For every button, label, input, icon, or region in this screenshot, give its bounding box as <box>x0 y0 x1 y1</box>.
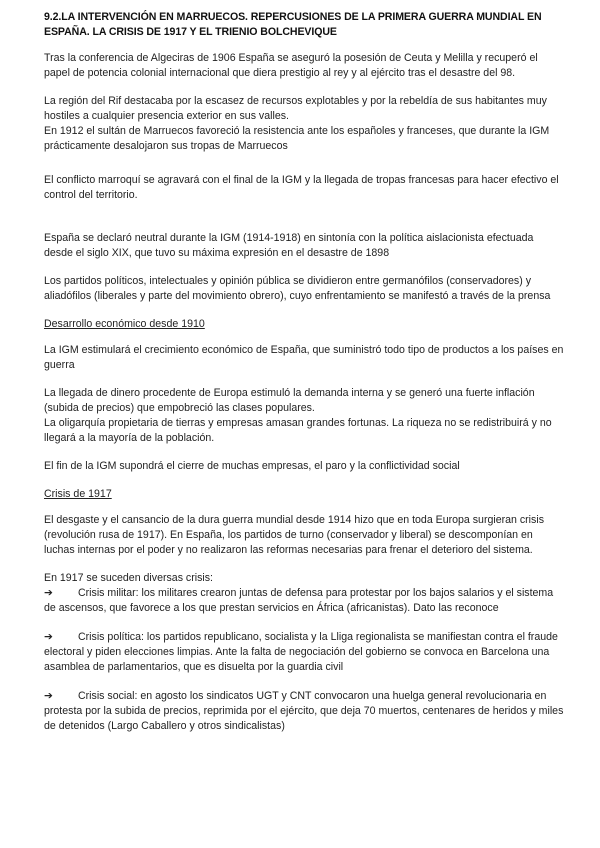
section-heading-crisis: Crisis de 1917 <box>44 488 112 500</box>
paragraph-inflacion: La llegada de dinero procedente de Europa estimuló la demanda interna y se generó una fuerte inflación (subida de precios) que empobreció las clases populares. <box>44 387 535 414</box>
paragraph-rif: La región del Rif destacaba por la escasez de recursos explotables y por la rebeldía de sus habitantes muy hostiles a cualquier presencia exterior en sus valles. <box>44 95 547 122</box>
list-item-crisis-militar <box>44 586 564 616</box>
document-title: 9.2.LA INTERVENCIÓN EN MARRUECOS. REPERCUSIONES DE LA PRIMERA GUERRA MUNDIAL EN ESPAÑA. LA CRISIS DE 1917 Y EL TRIENIO BOLCHEVIQUE <box>44 11 542 38</box>
paragraph-sultan: En 1912 el sultán de Marruecos favoreció la resistencia ante los españoles y franceses, que durante la IGM prácticamente desalojaron sus tropas de Marruecos <box>44 125 550 152</box>
paragraph-neutralidad: España se declaró neutral durante la IGM (1914-1918) en sintonía con la política aislacionista efectuada desde el siglo XIX, que tuvo su máxima expresión en el desastre de 1898 <box>44 232 534 259</box>
paragraph-fin-igm: El fin de la IGM supondrá el cierre de muchas empresas, el paro y la conflictividad social <box>44 460 460 472</box>
document-page <box>44 10 564 748</box>
paragraph-partidos: Los partidos políticos, intelectuales y opinión pública se dividieron entre germanófilos (conservadores) y aliadófilos (liberales y parte del movimiento obrero), cuyo enfrentamiento se manifestó a través de la prensa <box>44 275 551 302</box>
paragraph-crecimiento: La IGM estimulará el crecimiento económico de España, que suministró todo tipo de productos a los países en guerra <box>44 344 564 371</box>
section-heading-desarrollo: Desarrollo económico desde 1910 <box>44 318 205 330</box>
arrow-icon: ➔ <box>44 690 53 702</box>
list-item-text: Crisis social: en agosto los sindicatos UGT y CNT convocaron una huelga general revolucionaria en protesta por la subida de precios, reprimida por el ejército, que deja 70 muertos, centenares de heridos y miles de detenidos (Largo Caballero y otros sindicalistas) <box>44 690 564 732</box>
arrow-icon: ➔ <box>44 587 53 599</box>
list-item-crisis-politica <box>44 630 564 675</box>
paragraph-conflicto: El conflicto marroquí se agravará con el final de la IGM y la llegada de tropas francesas para hacer efectivo el control del territorio. <box>44 174 559 201</box>
paragraph-desgaste: El desgaste y el cansancio de la dura guerra mundial desde 1914 hizo que en toda Europa surgieran crisis (revolución rusa de 1917). En España, los partidos de turno (conservador y liberal) se descomponían en luchas internas por el poder y no realizaron las reformas necesarias para frenar el deterioro del sistema. <box>44 514 544 556</box>
arrow-icon: ➔ <box>44 631 53 643</box>
list-item-text: Crisis política: los partidos republicano, socialista y la Lliga regionalista se manifiestan contra el fraude electoral y piden elecciones limpias. Ante la falta de negociación del gobierno se convoca en Barcelona una asamblea de parlamentarios, que es disuelta por la guardia civil <box>44 631 558 673</box>
paragraph-oligarquia: La oligarquía propietaria de tierras y empresas amasan grandes fortunas. La riqueza no se redistribuirá y no llegará a la mayoría de la población. <box>44 417 552 444</box>
list-item-crisis-social <box>44 689 564 734</box>
paragraph-suceden: En 1917 se suceden diversas crisis: <box>44 572 213 584</box>
paragraph-algeciras: Tras la conferencia de Algeciras de 1906 España se aseguró la posesión de Ceuta y Melilla y recuperó el papel de potencia colonial internacional que diera prestigio al rey y al ejército tras el desastre del 98. <box>44 52 538 79</box>
list-item-text: Crisis militar: los militares crearon juntas de defensa para protestar por los bajos salarios y el sistema de ascensos, que favorece a los que prestan servicios en África (africanistas). Dato las reconoce <box>44 587 554 614</box>
